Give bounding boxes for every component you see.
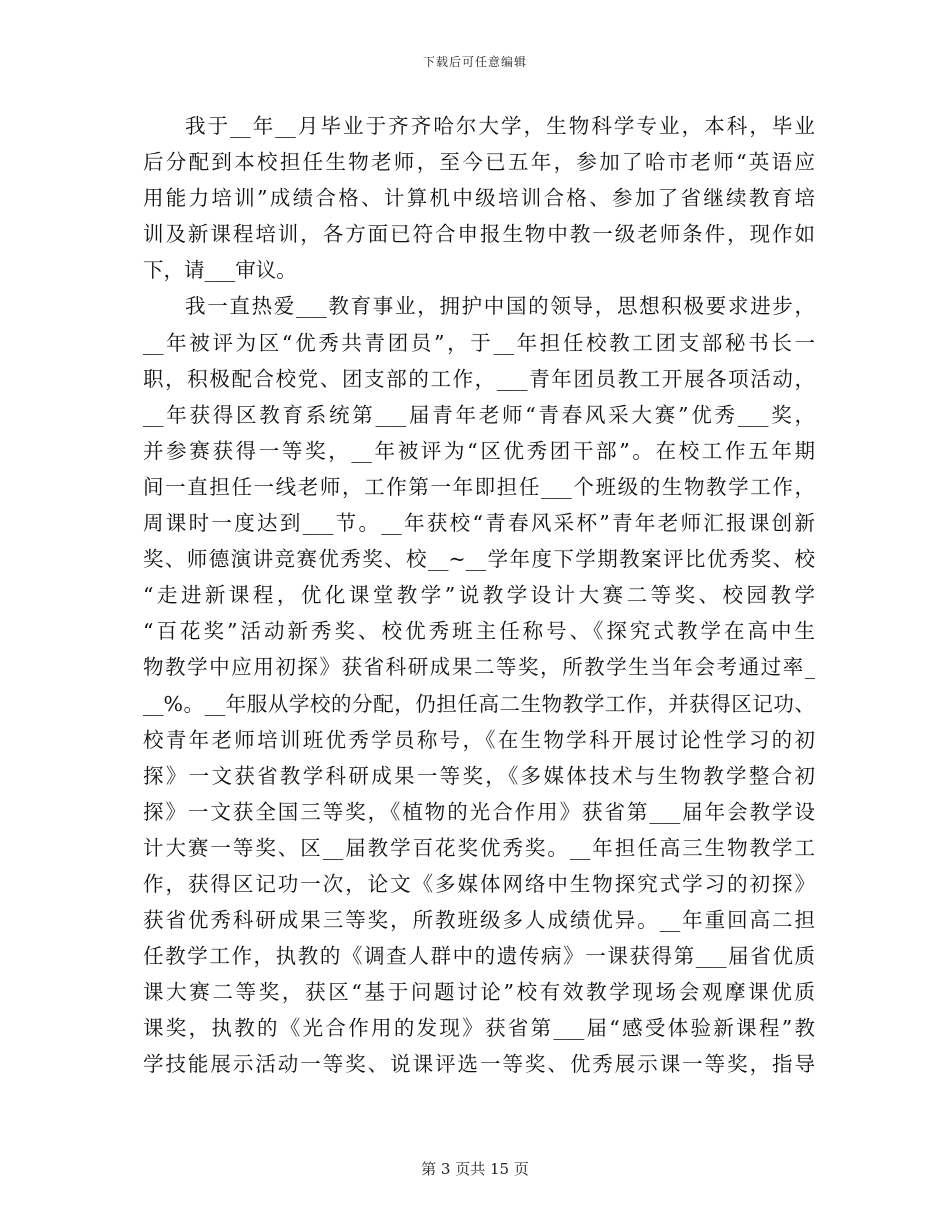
text-line: 周课时一度达到___节。__年获校“青春风采杯”青年老师汇报课创新 — [143, 511, 815, 536]
text-line: __年被评为区“优秀共青团员”，于__年担任校教工团支部秘书长一 — [143, 330, 815, 355]
text-line: 训及新课程培训，各方面已符合申报生物中教一级老师条件，现作如 — [143, 222, 815, 247]
text-line: 用能力培训”成绩合格、计算机中级培训合格、参加了省继续教育培 — [143, 186, 815, 211]
text-line: 我一直热爱___教育事业，拥护中国的领导，思想积极要求进步， — [185, 294, 815, 319]
text-line: 我于__年__月毕业于齐齐哈尔大学，生物科学专业，本科，毕业 — [185, 114, 815, 138]
text-line: 学技能展示活动一等奖、说课评选一等奖、优秀展示课一等奖，指导 — [143, 1052, 815, 1077]
text-line: 间一直担任一线老师，工作第一年即担任___个班级的生物教学工作， — [143, 474, 815, 499]
text-line: 获省优秀科研成果三等奖，所教班级多人成绩优异。__年重回高二担 — [143, 908, 815, 933]
text-line: “百花奖”活动新秀奖、校优秀班主任称号、《探究式教学在高中生 — [143, 619, 815, 644]
paragraph-2 — [143, 288, 815, 1082]
text-line: 物教学中应用初探》获省科研成果二等奖，所教学生当年会考通过率_ — [143, 655, 815, 680]
text-line: 下，请___审议。 — [143, 258, 297, 283]
page-number-footer: 第 3 页共 15 页 — [421, 1160, 529, 1178]
text-line: 计大赛一等奖、区__届教学百花奖优秀奖。__年担任高三生物教学工 — [143, 835, 815, 860]
text-line: 奖、师德演讲竞赛优秀奖、校__~__学年度下学期教案评比优秀奖、校 — [143, 547, 815, 572]
text-line: 并参赛获得一等奖，__年被评为“区优秀团干部”。在校工作五年期 — [143, 438, 815, 463]
page-header-note: 下载后可任意编辑 — [422, 55, 527, 69]
document-body — [143, 108, 815, 1083]
text-line: 课大赛二等奖，获区“基于问题讨论”校有效教学现场会观摩课优质 — [143, 980, 815, 1005]
text-line: 探》一文获省教学科研成果一等奖，《多媒体技术与生物教学整合初 — [143, 763, 815, 788]
text-line: 作，获得区记功一次，论文《多媒体网络中生物探究式学习的初探》 — [143, 871, 815, 896]
text-line: 后分配到本校担任生物老师，至今已五年，参加了哈市老师“英语应 — [143, 150, 815, 175]
text-line: 任教学工作，执教的《调查人群中的遗传病》一课获得第___届省优质 — [143, 944, 815, 969]
text-line: 课奖，执教的《光合作用的发现》获省第___届“感受体验新课程”教 — [143, 1016, 815, 1041]
text-line: __%。__年服从学校的分配，仍担任高二生物教学工作，并获得区记功、 — [143, 691, 815, 716]
text-line: “走进新课程，优化课堂教学”说教学设计大赛二等奖、校园教学 — [143, 583, 815, 608]
text-line: 校青年老师培训班优秀学员称号，《在生物学科开展讨论性学习的初 — [143, 727, 815, 752]
text-line: 职，积极配合校党、团支部的工作，___青年团员教工开展各项活动， — [143, 366, 815, 391]
text-line: __年获得区教育系统第___届青年老师“青春风采大赛”优秀___奖， — [143, 402, 815, 427]
text-line: 探》一文获全国三等奖，《植物的光合作用》获省第___届年会教学设 — [143, 799, 815, 824]
paragraph-1 — [143, 108, 815, 288]
